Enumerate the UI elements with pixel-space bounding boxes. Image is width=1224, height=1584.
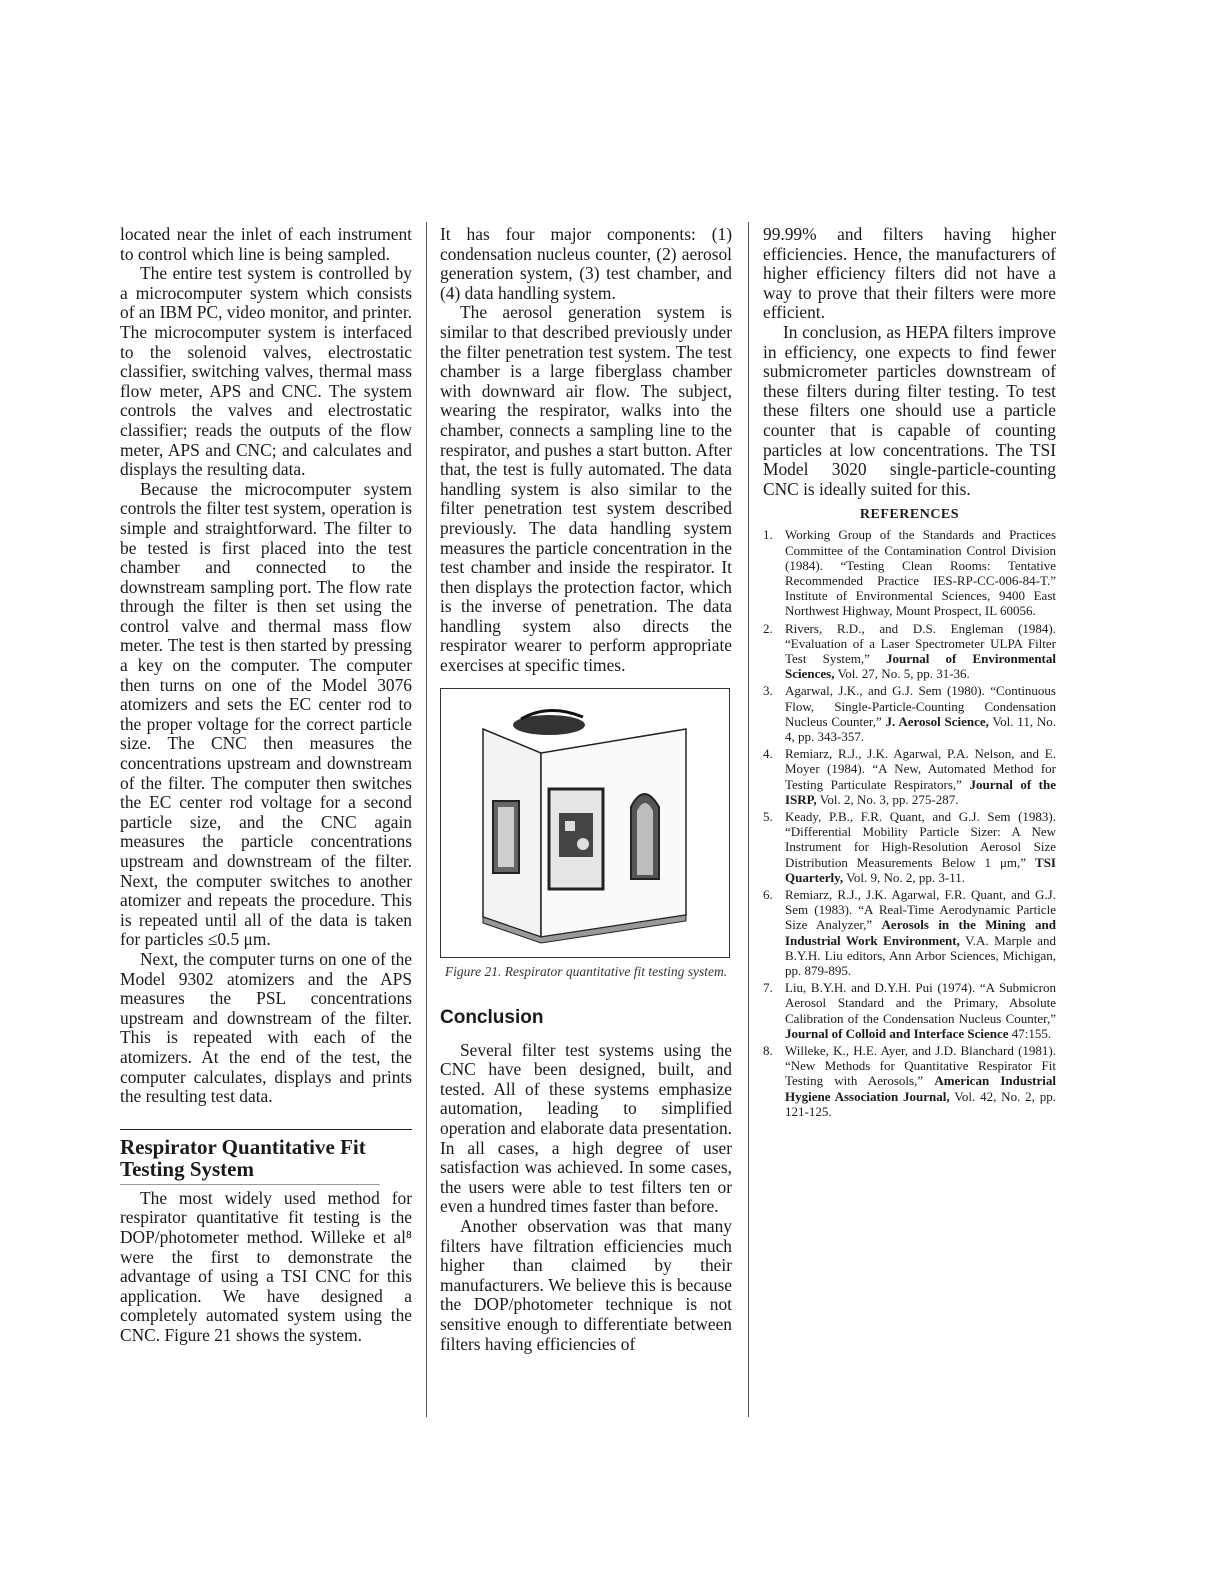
col1-paragraph-1: located near the inlet of each instrument to control which line is being sampled. <box>120 224 412 264</box>
chamber-instrument-knob <box>577 838 589 850</box>
references-title: REFERENCES <box>859 507 960 523</box>
reference-item: 1. Working Group of the Standards and Practices Committee of the Contamination Control Division (1984). “Testing Clean Rooms: Tentative Recommended Practice IES-RP-CC-006-84-T.” Institute of Environmental Sciences, 9400 East Northwest Highway, Mount Prospect, IL 60056. <box>763 527 1056 619</box>
col3-paragraph-1: 99.99% and filters having higher efficiencies. Hence, the manufacturers of higher efficiency filters did not have a way to prove that their filters were more efficient. <box>763 224 1056 323</box>
column-3 <box>763 225 1056 1121</box>
reference-item: 7. Liu, B.Y.H. and D.Y.H. Pui (1974). “A Submicron Aerosol Standard and the Primary, Absolute Calibration of the Condensation Nucleus Counter,” Journal of Colloid and Interface Science 47:155. <box>763 980 1056 1041</box>
col2-paragraph-4: Another observation was that many filters have filtration efficiencies much higher than claimed by their manufacturers. We believe this is because the DOP/photometer technique is not sensitive enough to differentiate between filters having efficiencies of <box>440 1216 732 1354</box>
column-divider-right <box>748 222 749 1417</box>
reference-item: 8. Willeke, K., H.E. Ayer, and J.D. Blanchard (1981). “New Methods for Quantitative Respirator Fit Testing with Aerosols,” American Industrial Hygiene Association Journal, Vol. 42, No. 2, pp. 121-125. <box>763 1043 1057 1119</box>
references-list <box>763 527 1056 1119</box>
reference-item: 4. Remiarz, R.J., J.K. Agarwal, P.A. Nelson, and E. Moyer (1984). “A New, Automated Method for Testing Particulate Respirators,” Journal of the ISRP, Vol. 2, No. 3, pp. 275-287. <box>763 746 1057 807</box>
reference-item: 6. Remiarz, R.J., J.K. Agarwal, F.R. Quant, and G.J. Sem (1983). “A Real-Time Aerodynamic Particle Size Analyzer,” Aerosols in the Mining and Industrial Work Environment, V.A. Marple and B.Y.H. Liu editors, Ann Arbor Sciences, Michigan, pp. 879-895. <box>763 886 1056 978</box>
fit-testing-chamber-illustration <box>441 689 729 957</box>
column-2 <box>440 225 732 1354</box>
col2-paragraph-3: Several filter test systems using the CNC have been designed, built, and tested. All of these systems emphasize automation, leading to simplified operation and elaborate data presentation. In all cases, a high degree of user satisfaction was achieved. In some cases, the users were able to test filters ten or even a hundred times faster than before. <box>440 1039 732 1217</box>
col2-paragraph-1: It has four major components: (1) condensation nucleus counter, (2) aerosol generation system, (3) test chamber, and (4) data handling system. <box>440 224 732 303</box>
col1-paragraph-3: Because the microcomputer system controls the filter test system, operation is simple and straightforward. The filter to be tested is first placed into the test chamber and connected to the downstream sampling port. The flow rate through the filter is then set using the control valve and thermal mass flow meter. The test is then started by pressing a key on the computer. The computer then turns on one of the Model 3076 atomizers and sets the EC center rod to the proper voltage for the correct particle size. The CNC then measures the concentrations upstream and downstream of the filter. The computer then switches the EC center rod voltage for a second particle size, and the CNC again measures the particle concentrations upstream and downstream of the filter. Next, the computer switches to another atomizer and repeats the procedure. This is repeated until all of the data is taken for particles ≤0.5 μm. <box>120 478 412 950</box>
column-1 <box>120 225 412 1345</box>
section-heading-conclusion: Conclusion <box>440 1006 544 1028</box>
chamber-instrument-display <box>565 821 575 831</box>
figure-caption: Figure 21. Respirator quantitative fit testing system. <box>444 963 728 979</box>
reference-item: 2. Rivers, R.D., and D.S. Engleman (1984). “Evaluation of a Laser Spectrometer ULPA Filter Test System,” Journal of Environmental Sciences, Vol. 27, No. 5, pp. 31-36. <box>763 620 1056 682</box>
chamber-left-window-glass <box>498 807 514 867</box>
reference-item: 3. Agarwal, J.K., and G.J. Sem (1980). “Continuous Flow, Single-Particle-Counting Condensation Nucleus Counter,” J. Aerosol Science, Vol. 11, No. 4, pp. 343-357. <box>763 683 1056 744</box>
col1-paragraph-4: Next, the computer turns on one of the Model 9302 atomizers and the APS measures the PSL concentrations upstream and downstream of the filter. This is repeated with each of the atomizers. At the end of the test, the computer calculates, displays and prints the resulting test data. <box>120 948 412 1107</box>
col2-paragraph-2: The aerosol generation system is similar to that described previously under the filter penetration test system. The test chamber is a large fiberglass chamber with downward air flow. The subject, wearing the respirator, walks into the chamber, connects a sampling line to the respirator, and pushes a start button. After that, the test is fully automated. The data handling system is also similar to the filter penetration test system described previously. The data handling system measures the particle concentration in the test chamber and inside the respirator. It then displays the protection factor, which is the inverse of penetration. The data handling system also directs the respirator wearer to perform appropriate exercises at specific times. <box>440 302 732 676</box>
section-rule-bottom <box>120 1184 380 1185</box>
chamber-instrument <box>559 813 593 857</box>
figure-21-photo <box>440 688 730 958</box>
column-divider-left <box>426 222 427 1417</box>
reference-item: 5. Keady, P.B., F.R. Quant, and G.J. Sem (1983). “Differential Mobility Particle Sizer: A New Instrument for High-Resolution Aerosol Size Distribution Measurements Below 1 μm,” TSI Quarterly, Vol. 9, No. 2, pp. 3-11. <box>763 808 1056 885</box>
col3-paragraph-2: In conclusion, as HEPA filters improve in efficiency, one expects to find fewer submicrometer particles downstream of these filters during filter testing. To test these filters one should use a particle counter that is capable of counting particles at low concentrations. The TSI Model 3020 single-particle-counting CNC is ideally suited for this. <box>763 321 1056 499</box>
chamber-arch-window-glass <box>637 803 653 875</box>
col1-paragraph-2: The entire test system is controlled by a microcomputer system which consists of an IBM PC, video monitor, and printer. The microcomputer system is interfaced to the solenoid valves, electrostatic classifier, switching valves, thermal mass flow meter, APS and CNC. The system controls the valves and electrostatic classifier; reads the outputs of the flow meter, APS and CNC; and calculates and displays the resulting data. <box>120 263 413 480</box>
col1-paragraph-5: The most widely used method for respirator quantitative fit testing is the DOP/photometer method. Willeke et al⁸ were the first to demonstrate the advantage of using a TSI CNC for this application. We have designed a completely automated system using the CNC. Figure 21 shows the system. <box>120 1187 412 1345</box>
section-rule-top <box>120 1129 412 1130</box>
section-heading-respirator: Respirator Quantitative Fit Testing System <box>120 1134 366 1181</box>
